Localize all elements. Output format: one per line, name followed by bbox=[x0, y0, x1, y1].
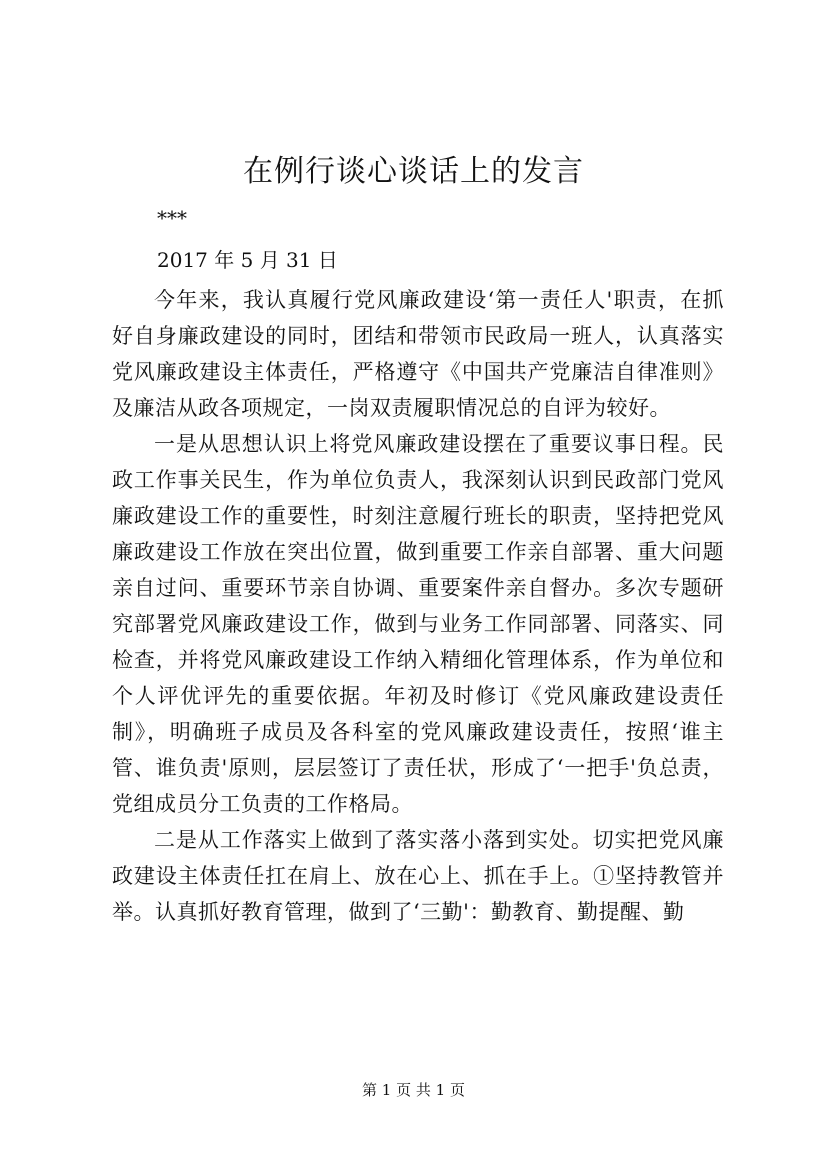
document-body bbox=[112, 282, 724, 930]
paragraph: 二是从工作落实上做到了落实落小落到实处。切实把党风廉政建设主体责任扛在肩上、放在心上、抓在手上。①坚持教管并举。认真抓好教育管理，做到了‘三勤'：勤教育、勤提醒、勤 bbox=[112, 828, 724, 924]
page-footer: 第 1 页 共 1 页 bbox=[362, 1081, 465, 1099]
paragraph: 一是从思想认识上将党风廉政建设摆在了重要议事日程。民政工作事关民生，作为单位负责人，我深刻认识到民政部门党风廉政建设工作的重要性，时刻注意履行班长的职责，坚持把党风廉政建设工作放在突出位置，做到重要工作亲自部署、重大问题亲自过问、重要环节亲自协调、重要案件亲自督办。多次专题研究部署党风廉政建设工作，做到与业务工作同部署、同落实、同检查，并将党风廉政建设工作纳入精细化管理体系，作为单位和个人评优评先的重要依据。年初及时修订《党风廉政建设责任制》，明确班子成员及各科室的党风廉政建设责任，按照‘谁主管、谁负责'原则，层层签订了责任状，形成了‘一把手'负总责，党组成员分工负责的工作格局。 bbox=[112, 432, 724, 816]
document-title: 在例行谈心谈话上的发言 bbox=[243, 154, 584, 189]
author-line: *** bbox=[157, 206, 187, 230]
date-line: 2017 年 5 月 31 日 bbox=[157, 248, 338, 272]
paragraph: 今年来，我认真履行党风廉政建设‘第一责任人'职责，在抓好自身廉政建设的同时，团结和带领市民政局一班人，认真落实党风廉政建设主体责任，严格遵守《中国共产党廉洁自律准则》及廉洁从政各项规定，一岗双责履职情况总的自评为较好。 bbox=[112, 288, 724, 420]
